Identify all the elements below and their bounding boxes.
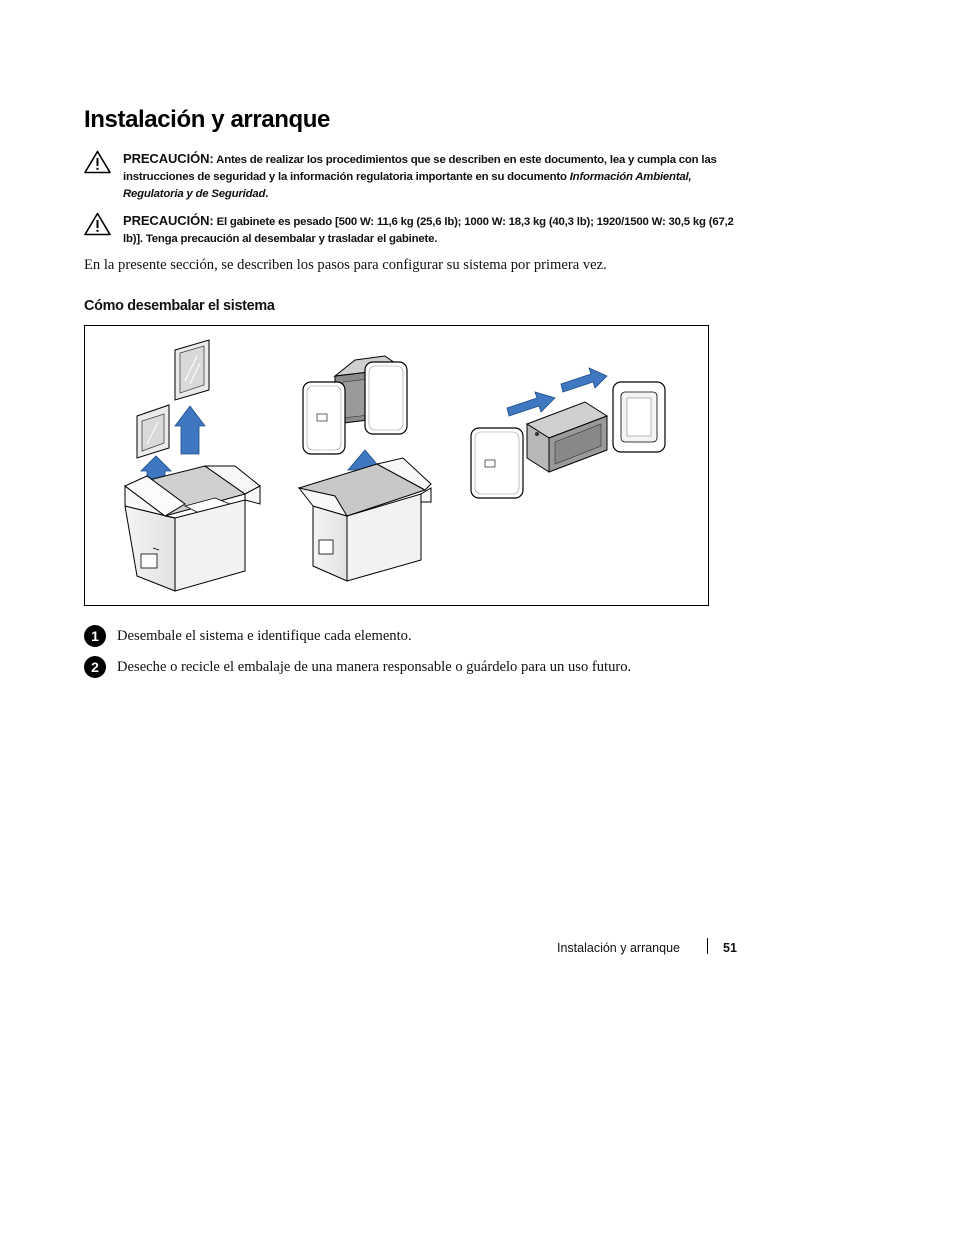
cabinet-with-end-caps — [303, 356, 407, 454]
stage-3-remove-end-caps — [471, 368, 665, 498]
slide-arrow-right-icon — [561, 368, 607, 392]
step-1 — [84, 625, 744, 647]
slide-arrow-left-icon — [507, 392, 555, 416]
warning-triangle-icon — [84, 150, 111, 174]
document-sheet-large — [175, 340, 209, 400]
shipping-box-2 — [299, 458, 431, 581]
right-end-cap — [613, 382, 665, 452]
unpacking-diagram — [85, 326, 708, 605]
caution-body: Antes de realizar los procedimientos que se describen en este documento, lea y cumpla con las instrucciones de seguridad y la información regulatoria importante en su documento — [123, 154, 717, 183]
step-text: Desembale el sistema e identifique cada elemento. — [117, 628, 412, 644]
stage-2-lift-cabinet — [299, 356, 431, 581]
caution-doc-title: Información Ambiental, Regulatoria y de Seguridad — [123, 171, 692, 200]
footer-section-name: Instalación y arranque — [557, 941, 680, 955]
caution-note-1 — [84, 150, 744, 203]
section-heading: Cómo desembalar el sistema — [84, 298, 275, 314]
step-number-badge: 2 — [84, 656, 106, 678]
step-text: Deseche o recicle el embalaje de una manera responsable o guárdelo para un uso futuro. — [117, 659, 632, 675]
caution-tail: . — [265, 188, 269, 200]
step-2 — [84, 656, 744, 678]
shipping-box-1 — [125, 466, 260, 591]
footer-divider — [707, 938, 708, 954]
warning-triangle-icon — [84, 212, 111, 236]
left-end-cap — [471, 428, 523, 498]
unpacking-illustration — [84, 325, 709, 606]
page-title: Instalación y arranque — [84, 106, 330, 133]
caution-note-2 — [84, 212, 744, 248]
caution-label: PRECAUCIÓN: — [123, 213, 214, 228]
intro-paragraph: En la presente sección, se describen los pasos para configurar su sistema por primera vez. — [84, 257, 607, 273]
caution-text — [123, 150, 744, 203]
stage-1-box-with-documents — [125, 340, 260, 591]
lift-arrow-icon — [175, 406, 205, 454]
caution-body: El gabinete es pesado [500 W: 11,6 kg (25,6 lb); 1000 W: 18,3 kg (40,3 lb); 1920/1500 W: 30,5 kg (67,2 lb)]. Tenga precaución al desembalar y trasladar el gabinete. — [123, 216, 734, 245]
document-sheet-small — [137, 405, 169, 458]
cabinet-unit — [527, 402, 607, 472]
step-number-badge: 1 — [84, 625, 106, 647]
caution-label: PRECAUCIÓN: — [123, 151, 214, 166]
footer-page-number: 51 — [723, 941, 737, 955]
caution-text — [123, 212, 744, 248]
